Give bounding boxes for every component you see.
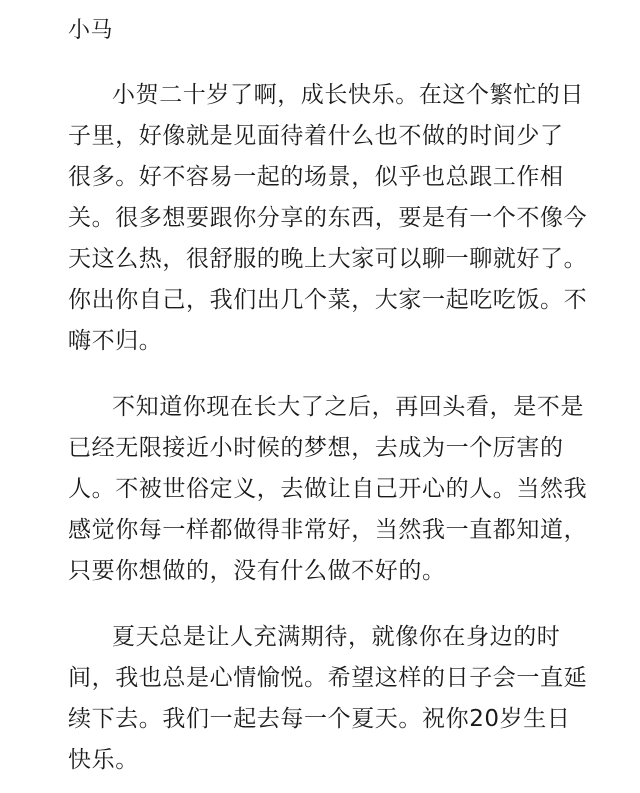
paragraph-1-line-3: 很多。好不容易一起的场景，似乎也总跟工作相 — [68, 164, 564, 190]
paragraph-2-line-4: 感觉你每一样都做得非常好，当然我一直都知道， — [68, 517, 588, 543]
paragraph-1-line-1: 小贺二十岁了啊，成长快乐。在这个繁忙的日 — [112, 82, 584, 108]
letter-salutation: 小马 — [68, 18, 114, 43]
paragraph-3-line-1: 夏天总是让人充满期待，就像你在身边的时 — [112, 624, 561, 650]
paragraph-2-line-2: 已经无限接近小时候的梦想，去成为一个厉害的 — [68, 435, 564, 461]
paragraph-1-line-5: 天这么热，很舒服的晚上大家可以聊一聊就好了。 — [68, 246, 588, 272]
paragraph-1-line-2: 子里，好像就是见面待着什么也不做的时间少了 — [68, 123, 564, 149]
paragraph-2-line-3: 人。不被世俗定义，去做让自己开心的人。当然我 — [68, 476, 588, 502]
paragraph-3-line-3: 续下去。我们一起去每一个夏天。祝你20岁生日 — [68, 706, 571, 732]
paragraph-2-line-5: 只要你想做的，没有什么做不好的。 — [68, 558, 446, 584]
paragraph-1-line-4: 关。很多想要跟你分享的东西，要是有一个不像今 — [68, 205, 588, 231]
paragraph-3-line-2: 间，我也总是心情愉悦。希望这样的日子会一直延 — [68, 665, 588, 691]
paragraph-3-line-4: 快乐。 — [68, 747, 139, 773]
paragraph-1-line-7: 嗨不归。 — [68, 328, 163, 354]
paragraph-2-line-1: 不知道你现在长大了之后，再回头看，是不是 — [112, 394, 584, 420]
paragraph-1-line-6: 你出你自己，我们出几个菜，大家一起吃吃饭。不 — [68, 287, 588, 313]
